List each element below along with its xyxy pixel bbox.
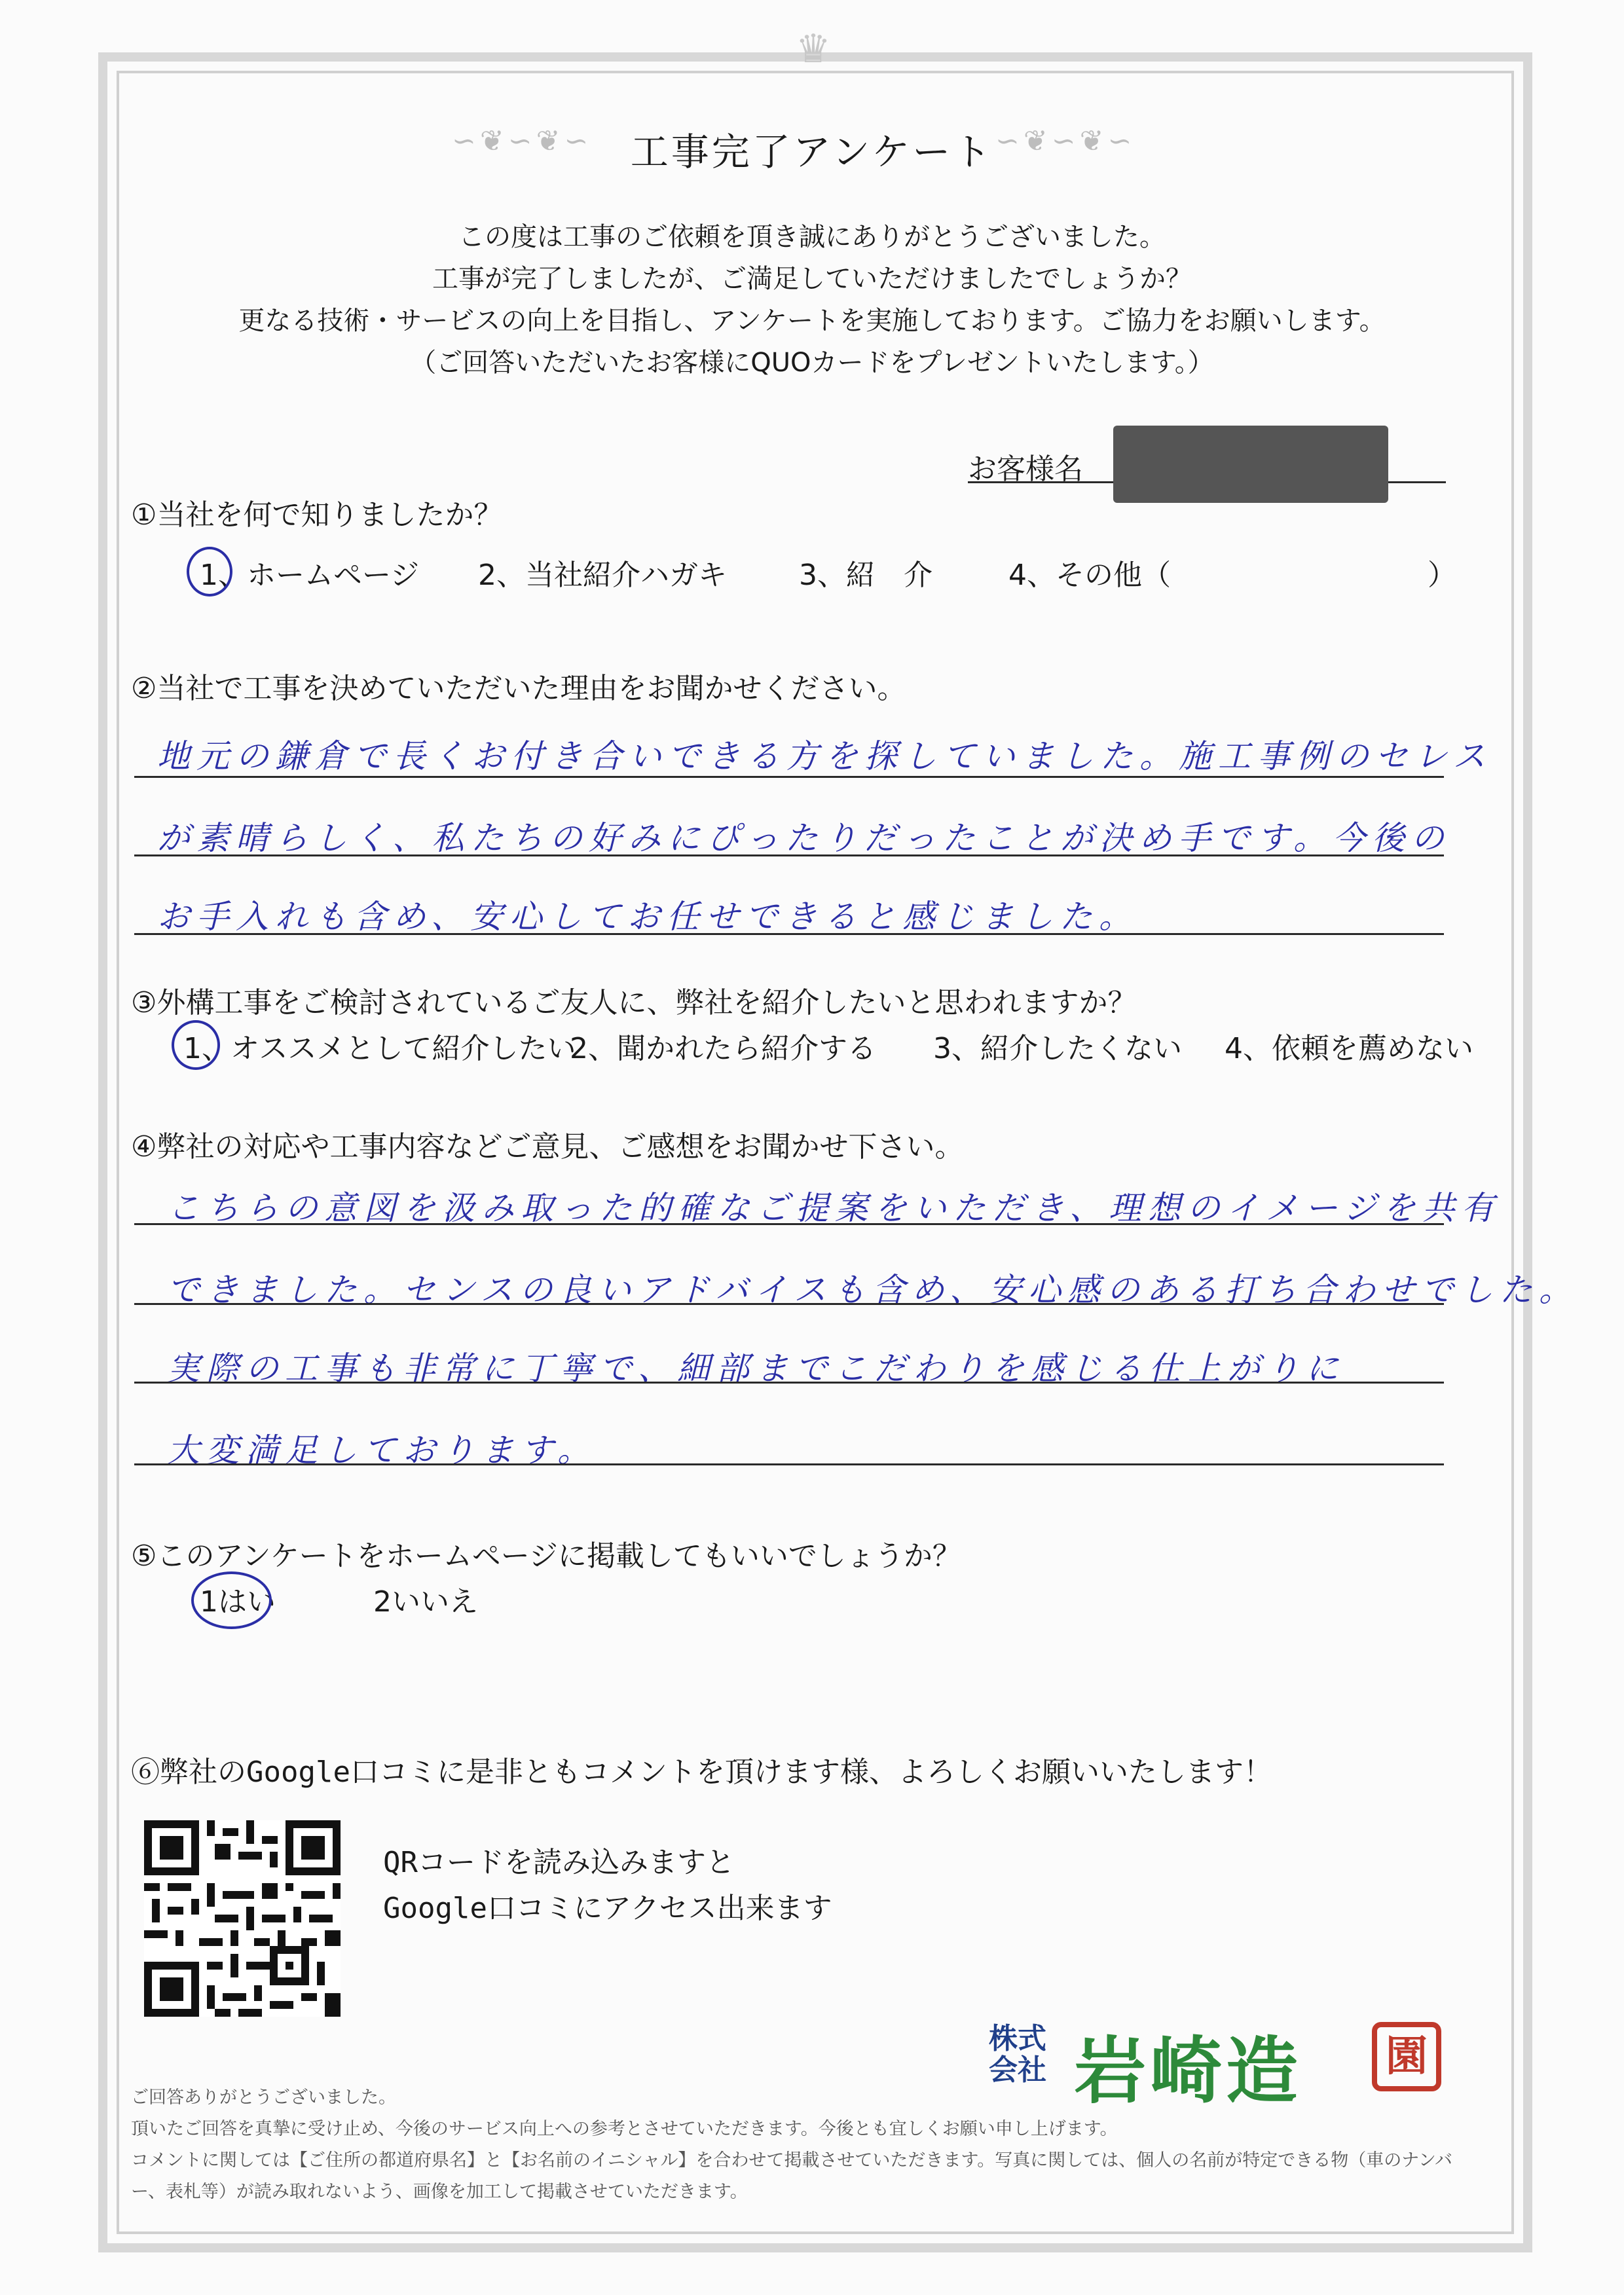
q1-option-other[interactable]: 4、その他（ bbox=[1008, 559, 1171, 592]
right-scroll-ornament-icon: ∽❦∽❦∽ bbox=[995, 124, 1136, 158]
q3-selected-circle bbox=[172, 1020, 220, 1070]
company-logo-en-mark: 園 bbox=[1372, 2022, 1441, 2091]
qr-instruction-line: Google口コミにアクセス出来ます bbox=[383, 1892, 832, 1925]
q2-answer-line: が素晴らしく、私たちの好みにぴったりだったことが決め手です。今後の bbox=[157, 819, 1450, 857]
answer-rule bbox=[134, 1223, 1444, 1225]
footer-line: ー、表札等）が読み取れないよう、画像を加工して掲載させていただきます。 bbox=[131, 2182, 748, 2202]
q5-selected-circle bbox=[191, 1571, 272, 1629]
company-type-bottom: 会社 bbox=[989, 2053, 1046, 2087]
q4-answer-line: 大変満足しております。 bbox=[167, 1431, 597, 1469]
q3-option-no-refer[interactable]: 3、紹介したくない bbox=[933, 1032, 1182, 1065]
left-scroll-ornament-icon: ∽❦∽❦∽ bbox=[452, 124, 593, 158]
footer-line: ご回答ありがとうございました。 bbox=[131, 2087, 396, 2108]
q1-option-other-close: ） bbox=[1428, 559, 1456, 592]
q5-option-no[interactable]: 2いいえ bbox=[373, 1585, 478, 1619]
q4-question: ④弊社の対応や工事内容などご意見、ご感想をお聞かせ下さい。 bbox=[131, 1130, 964, 1164]
q3-option-recommend[interactable]: 1、オススメとして紹介したい bbox=[183, 1032, 576, 1065]
q1-option-referral[interactable]: 3、紹 介 bbox=[799, 559, 932, 592]
q2-answer-line: お手入れも含め、安心してお任せできると感じました。 bbox=[157, 898, 1138, 936]
company-type-top: 株式 bbox=[989, 2022, 1046, 2055]
q6-question: ⑥弊社のGoogle口コミに是非ともコメントを頂けます様、よろしくお願いいたします！ bbox=[131, 1755, 1272, 1789]
q3-option-if-asked[interactable]: 2、聞かれたら紹介する bbox=[570, 1032, 876, 1065]
answer-rule bbox=[134, 776, 1444, 778]
q4-answer-line: できました。センスの良いアドバイスも含め、安心感のある打ち合わせでした。 bbox=[167, 1271, 1578, 1309]
answer-rule bbox=[134, 1382, 1444, 1384]
q1-question: ①当社を何で知りましたか？ bbox=[131, 498, 503, 532]
footer-notes bbox=[131, 2082, 1452, 2208]
intro-text bbox=[0, 216, 1624, 384]
q3-question: ③外構工事をご検討されているご友人に、弊社を紹介したいと思われますか？ bbox=[131, 986, 1137, 1019]
intro-line: 工事が完了しましたが、ご満足していただけましたでしょうか？ bbox=[432, 264, 1192, 294]
answer-rule bbox=[134, 933, 1444, 935]
intro-line: 更なる技術・サービスの向上を目指し、アンケートを実施しております。ご協力をお願いします。 bbox=[238, 306, 1386, 336]
intro-line: （ご回答いただいたお客様にQUOカードをプレゼントいたします。） bbox=[410, 348, 1214, 378]
company-type-label bbox=[989, 2023, 1046, 2086]
q4-answer-line: 実際の工事も非常に丁寧で、細部までこだわりを感じる仕上がりに bbox=[167, 1349, 1345, 1387]
customer-name-label: お客様名 bbox=[968, 452, 1083, 486]
customer-name-redaction bbox=[1113, 426, 1388, 503]
q5-option-yes[interactable]: 1はい bbox=[200, 1585, 276, 1619]
answer-rule bbox=[134, 1303, 1444, 1305]
survey-title: 工事完了アンケート bbox=[630, 130, 994, 174]
qr-code-icon[interactable] bbox=[144, 1820, 341, 2017]
q1-selected-circle bbox=[187, 547, 232, 597]
intro-line: この度は工事のご依頼を頂き誠にありがとうございました。 bbox=[458, 222, 1166, 252]
footer-line: コメントに関しては【ご住所の都道府県名】と【お名前のイニシャル】を合わせて掲載させていただきます。写真に関しては、個人の名前が特定できる物（車のナンバ bbox=[131, 2150, 1452, 2171]
crown-ornament-icon: ♛ bbox=[796, 26, 831, 72]
qr-instruction-line: QRコードを読み込みますと bbox=[383, 1846, 735, 1879]
footer-line: 頂いたご回答を真摯に受け止め、今後のサービス向上への参考とさせていただきます。今後とも宜しくお願い申し上げます。 bbox=[131, 2119, 1118, 2139]
company-logo-name: 岩崎造 bbox=[1074, 2029, 1302, 2113]
q5-question: ⑤このアンケートをホームページに掲載してもいいでしょうか？ bbox=[131, 1539, 961, 1573]
q2-question: ②当社で工事を決めていただいた理由をお聞かせください。 bbox=[131, 672, 906, 705]
answer-rule bbox=[134, 1463, 1444, 1465]
q1-option-homepage[interactable]: 1、ホームページ bbox=[200, 559, 420, 592]
q4-answer-line: こちらの意図を汲み取った的確なご提案をいただき、理想のイメージを共有 bbox=[167, 1189, 1501, 1227]
q1-option-postcard[interactable]: 2、当社紹介ハガキ bbox=[478, 559, 727, 592]
q2-answer-line: 地元の鎌倉で長くお付き合いできる方を探していました。施工事例のセレス bbox=[157, 737, 1492, 775]
q3-option-not-recommend[interactable]: 4、依頼を薦めない bbox=[1225, 1032, 1473, 1065]
answer-rule bbox=[134, 854, 1444, 856]
